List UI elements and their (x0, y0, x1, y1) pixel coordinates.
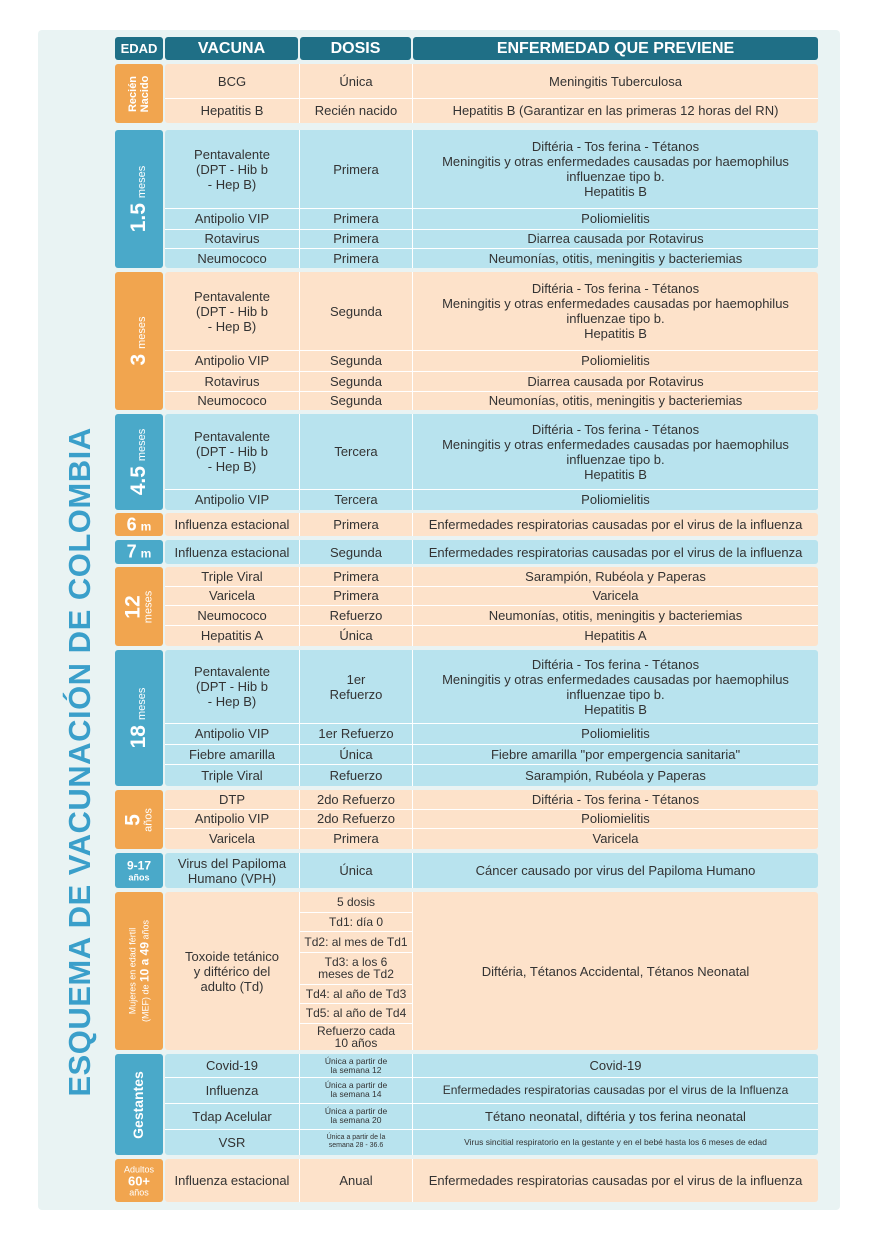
dosis-cell (300, 1077, 412, 1103)
dosis-cell (300, 912, 412, 931)
vacuna-text: Pentavalente (DPT - Hib b - Hep B) (194, 146, 270, 192)
dosis-cell (300, 64, 412, 98)
dosis-cell (300, 208, 412, 229)
dosis-text: Td2: al mes de Td1 (304, 934, 408, 949)
dosis-cell (300, 98, 412, 123)
row-divider (300, 1003, 412, 1004)
age-label-line2c: años (140, 919, 151, 942)
dosis-cell (300, 892, 412, 912)
dosis-cell (300, 1054, 412, 1077)
vacuna-text: Antipolio VIP (194, 726, 270, 741)
dosis-text: 2do Refuerzo (316, 792, 396, 807)
age-label-sub: meses (142, 590, 155, 623)
enfermedad-cell (413, 208, 818, 229)
header-edad: EDAD (115, 37, 163, 60)
vacuna-text: Influenza (205, 1082, 259, 1098)
age-label (127, 75, 151, 112)
enfermedad-cell (413, 391, 818, 410)
enfermedad-cell (413, 229, 818, 248)
vacuna-text: Triple Viral (201, 767, 263, 783)
enfermedad-text: Varicela (592, 831, 639, 846)
enfermedad-text: Diarrea causada por Rotavirus (527, 373, 704, 389)
dosis-text: Única (339, 628, 373, 643)
enfermedad-text: Enfermedades respiratorias causadas por el virus de la Influenza (442, 1082, 789, 1097)
dosis-cell (300, 625, 412, 646)
dosis-text: Td1: día 0 (328, 914, 384, 929)
age-label-main: 5 (121, 813, 145, 826)
enfermedad-cell (413, 1103, 818, 1129)
dosis-cell (300, 350, 412, 371)
enfermedad-text: Enfermedades respiratorias causadas por el virus de la influenza (428, 517, 803, 532)
age-box (115, 1054, 163, 1155)
vacuna-text: Influenza estacional (174, 1173, 290, 1188)
vacuna-cell (165, 723, 299, 744)
age-label-main: 9-17 (126, 858, 152, 872)
dosis-cell (300, 605, 412, 625)
age-label-main: 1.5 (127, 203, 150, 233)
vacuna-text: Hepatitis B (200, 103, 264, 118)
vacuna-text: Triple Viral (201, 569, 263, 584)
enfermedad-text: Diftéria - Tos ferina - Tétanos (531, 792, 700, 807)
age-box (115, 540, 163, 564)
enfermedad-cell (413, 64, 818, 98)
dosis-text: Refuerzo (329, 767, 383, 783)
vacuna-text: DTP (219, 792, 245, 807)
dosis-text: Refuerzo cada 10 años (316, 1023, 396, 1050)
enfermedad-cell (413, 1054, 818, 1077)
title-text: ESQUEMA DE VACUNACIÓN DE COLOMBIA (62, 427, 97, 1097)
dosis-cell (300, 1103, 412, 1129)
age-label-sub: meses (136, 428, 148, 462)
vacuna-text: Toxoide tetánico y diftérico del adulto (Td) (185, 948, 279, 994)
vacuna-text: Pentavalente (DPT - Hib b - Hep B) (194, 288, 270, 334)
dosis-text: Td3: a los 6 meses de Td2 (318, 955, 394, 981)
vacuna-cell (165, 229, 299, 248)
dosis-cell (300, 130, 412, 208)
dosis-cell (300, 586, 412, 605)
enfermedad-cell (413, 98, 818, 123)
dosis-text: Segunda (329, 303, 383, 319)
vacuna-text: Neumococo (197, 393, 267, 408)
dosis-text: Única a partir de la semana 28 - 36.6 (326, 1134, 386, 1149)
dosis-text: 2do Refuerzo (316, 811, 396, 826)
enfermedad-cell (413, 248, 818, 268)
dosis-text: Única a partir de la semana 14 (324, 1080, 388, 1099)
dosis-cell (300, 272, 412, 350)
dosis-cell (300, 828, 412, 849)
dosis-text: Única (339, 73, 373, 89)
age-label (127, 166, 151, 233)
vacuna-cell (165, 567, 299, 586)
vacuna-cell (165, 414, 299, 489)
row-divider (300, 931, 412, 932)
dosis-cell (300, 984, 412, 1003)
vacuna-text: BCG (217, 73, 247, 89)
vacuna-text: Neumococo (197, 607, 267, 623)
enfermedad-text: Poliomielitis (581, 492, 650, 507)
dosis-cell (300, 391, 412, 410)
age-label-line2b: 10 a 49 (137, 941, 152, 983)
dosis-cell (300, 540, 412, 564)
vacuna-text: Virus del Papiloma Humano (VPH) (177, 855, 287, 886)
dosis-cell (300, 1129, 412, 1155)
age-box (115, 1159, 163, 1202)
vacuna-cell (165, 248, 299, 268)
vacuna-cell (165, 489, 299, 510)
age-label-line2 (139, 920, 152, 1022)
age-box (115, 650, 163, 786)
enfermedad-cell (413, 1129, 818, 1155)
age-label-sub: meses (136, 316, 148, 349)
age-box (115, 414, 163, 510)
enfermedad-text: Virus sincitial respiratorio en la gestante y en el bebé hasta los 6 meses de edad (464, 1136, 767, 1147)
dosis-text: 1er Refuerzo (318, 726, 394, 741)
age-label (127, 688, 151, 749)
age-label (115, 514, 163, 535)
age-label-main: 7 (126, 541, 137, 562)
enfermedad-cell (413, 540, 818, 564)
row-divider (300, 1023, 412, 1024)
dosis-cell (300, 764, 412, 786)
age-box (115, 567, 163, 646)
age-label (121, 807, 155, 832)
dosis-text: Primera (333, 161, 379, 177)
enfermedad-text: Diftéria - Tos ferina - Tétanos Meningitis y otras enfermedades causadas por haemophilus influenzae tipo b. Hepatitis B (442, 421, 789, 482)
vacuna-text: Rotavirus (204, 231, 260, 246)
dosis-cell (300, 513, 412, 536)
dosis-cell (300, 489, 412, 510)
age-label-main: 4.5 (127, 466, 150, 496)
dosis-text: Primera (333, 211, 379, 226)
dosis-text: Única a partir de la semana 12 (324, 1055, 388, 1075)
vacuna-cell (165, 208, 299, 229)
age-label-sub: m (140, 546, 152, 561)
dosis-cell (300, 414, 412, 489)
enfermedad-cell (413, 1159, 818, 1202)
dosis-text: Única a partir de la semana 20 (324, 1106, 388, 1125)
enfermedad-cell (413, 489, 818, 510)
age-label-sub: m (140, 519, 152, 533)
vacuna-cell (165, 1077, 299, 1103)
row-divider (300, 912, 412, 913)
enfermedad-text: Cáncer causado por virus del Papiloma Humano (475, 863, 756, 878)
age-label-sub: años (142, 807, 155, 832)
enfermedad-text: Diftéria - Tos ferina - Tétanos Meningitis y otras enfermedades causadas por haemophilus influenzae tipo b. Hepatitis B (442, 281, 789, 341)
header-dosis: DOSIS (300, 37, 411, 60)
age-box (115, 272, 163, 410)
dosis-text: Primera (333, 517, 379, 532)
dosis-cell (300, 1023, 412, 1050)
enfermedad-cell (413, 272, 818, 350)
dosis-text: 5 dosis (336, 895, 376, 909)
dosis-text: Segunda (329, 373, 383, 389)
age-label-main: 12 (121, 594, 145, 619)
age-label (127, 429, 151, 496)
enfermedad-text: Sarampión, Rubéola y Paperas (525, 767, 706, 783)
vacuna-cell (165, 892, 299, 1050)
enfermedad-text: Diarrea causada por Rotavirus (527, 231, 704, 246)
vacuna-text: Rotavirus (204, 373, 260, 389)
enfermedad-cell (413, 414, 818, 489)
enfermedad-text: Neumonías, otitis, meningitis y bacteriemias (488, 250, 743, 266)
enfermedad-text: Hepatitis A (584, 628, 647, 643)
enfermedad-text: Enfermedades respiratorias causadas por el virus de la influenza (428, 544, 803, 560)
header-vacuna: VACUNA (165, 37, 298, 60)
vacuna-text: Covid-19 (205, 1058, 259, 1073)
age-label-main: Gestantes (130, 1070, 146, 1139)
age-label-sub: Nacido (139, 75, 151, 112)
vacuna-cell (165, 650, 299, 723)
side-title (58, 312, 102, 1212)
enfermedad-cell (413, 371, 818, 391)
enfermedad-cell (413, 350, 818, 371)
enfermedad-cell (413, 130, 818, 208)
enfermedad-text: Varicela (592, 588, 639, 603)
vacuna-cell (165, 540, 299, 564)
dosis-text: Segunda (329, 353, 383, 368)
vacuna-cell (165, 371, 299, 391)
enfermedad-text: Sarampión, Rubéola y Paperas (525, 569, 706, 584)
enfermedad-text: Poliomielitis (581, 726, 650, 741)
enfermedad-cell (413, 567, 818, 586)
vacuna-text: Tdap Acelular (192, 1108, 272, 1124)
vacuna-text: Antipolio VIP (194, 353, 270, 368)
age-label (130, 1071, 148, 1139)
vacuna-cell (165, 272, 299, 350)
dosis-cell (300, 229, 412, 248)
dosis-text: Td5: al año de Td4 (305, 1006, 407, 1020)
dosis-cell (300, 744, 412, 764)
dosis-cell (300, 723, 412, 744)
age-label (115, 859, 163, 882)
dosis-cell (300, 567, 412, 586)
enfermedad-cell (413, 892, 818, 1050)
age-box (115, 790, 163, 849)
row-divider (300, 952, 412, 953)
vacuna-cell (165, 513, 299, 536)
dosis-cell (300, 371, 412, 391)
dosis-cell (300, 650, 412, 723)
age-box (115, 513, 163, 536)
dosis-text: Tercera (334, 492, 378, 507)
age-label (115, 542, 163, 563)
dosis-text: Primera (333, 231, 379, 246)
vacuna-text: Antipolio VIP (194, 211, 270, 226)
vacuna-cell (165, 853, 299, 888)
vacuna-cell (165, 1054, 299, 1077)
vacuna-text: Varicela (208, 831, 255, 846)
dosis-cell (300, 1003, 412, 1023)
enfermedad-text: Fiebre amarilla "por empergencia sanitaria" (490, 746, 741, 762)
age-box (115, 853, 163, 888)
age-label (115, 1164, 163, 1197)
vacuna-cell (165, 391, 299, 410)
vacuna-cell (165, 605, 299, 625)
vacuna-text: Influenza estacional (174, 544, 290, 560)
vacuna-cell (165, 98, 299, 123)
age-box (115, 130, 163, 268)
vacuna-cell (165, 130, 299, 208)
age-box (115, 892, 163, 1050)
age-label-line1: Mujeres en edad fértil (127, 927, 138, 1015)
vacuna-cell (165, 1159, 299, 1202)
dosis-text: Tercera (334, 444, 378, 459)
vacuna-text: Varicela (208, 588, 255, 603)
header-enfermedad: ENFERMEDAD QUE PREVIENE (413, 37, 818, 60)
vacuna-text: Neumococo (197, 250, 267, 266)
enfermedad-text: Hepatitis B (Garantizar en las primeras 12 horas del RN) (452, 103, 779, 118)
enfermedad-cell (413, 625, 818, 646)
dosis-text: 1er Refuerzo (329, 671, 383, 702)
dosis-cell (300, 853, 412, 888)
age-box (115, 64, 163, 123)
enfermedad-cell (413, 853, 818, 888)
dosis-cell (300, 952, 412, 984)
age-label-main: Recién (127, 75, 139, 112)
enfermedad-text: Poliomielitis (581, 211, 650, 226)
enfermedad-text: Neumonías, otitis, meningitis y bacteriemias (488, 607, 743, 623)
vacuna-cell (165, 64, 299, 98)
age-label-main: 6 (126, 514, 137, 534)
vacuna-cell (165, 744, 299, 764)
age-label-main: 3 (127, 353, 150, 366)
age-label-sub: años (128, 872, 150, 882)
vacuna-cell (165, 625, 299, 646)
vacuna-text: Pentavalente (DPT - Hib b - Hep B) (194, 664, 270, 709)
dosis-cell (300, 809, 412, 828)
enfermedad-cell (413, 586, 818, 605)
age-label (127, 316, 151, 365)
vacuna-cell (165, 350, 299, 371)
dosis-cell (300, 931, 412, 952)
vacuna-text: Fiebre amarilla (189, 746, 275, 762)
dosis-text: Recién nacido (314, 103, 398, 118)
enfermedad-text: Covid-19 (589, 1058, 642, 1073)
vacuna-cell (165, 809, 299, 828)
age-label-main: 18 (127, 725, 150, 749)
enfermedad-cell (413, 1077, 818, 1103)
dosis-cell (300, 248, 412, 268)
dosis-text: Anual (339, 1173, 373, 1188)
enfermedad-text: Poliomielitis (581, 353, 650, 368)
vacuna-cell (165, 790, 299, 809)
enfermedad-cell (413, 809, 818, 828)
age-label-b: 60+ (127, 1173, 151, 1188)
vacuna-text: Pentavalente (DPT - Hib b - Hep B) (194, 429, 270, 474)
enfermedad-cell (413, 764, 818, 786)
enfermedad-cell (413, 744, 818, 764)
enfermedad-text: Enfermedades respiratorias causadas por el virus de la influenza (428, 1173, 803, 1188)
vacuna-cell (165, 586, 299, 605)
enfermedad-text: Neumonías, otitis, meningitis y bacteriemias (488, 393, 743, 408)
enfermedad-text: Poliomielitis (581, 811, 650, 826)
enfermedad-text: Diftéria - Tos ferina - Tétanos Meningitis y otras enfermedades causadas por haemophilus influenzae tipo b. Hepatitis B (442, 139, 789, 199)
enfermedad-cell (413, 790, 818, 809)
enfermedad-cell (413, 723, 818, 744)
enfermedad-cell (413, 513, 818, 536)
age-label-sub: meses (136, 687, 148, 721)
vacuna-cell (165, 1103, 299, 1129)
dosis-text: Única (339, 863, 373, 878)
enfermedad-text: Meningitis Tuberculosa (549, 73, 682, 89)
enfermedad-text: Tétano neonatal, diftéria y tos ferina neonatal (485, 1108, 746, 1124)
enfermedad-cell (413, 605, 818, 625)
dosis-text: Refuerzo (329, 607, 383, 623)
age-label-line2a: (MEF) de (140, 982, 151, 1023)
age-label-c: años (129, 1187, 149, 1197)
enfermedad-text: Diftéria - Tos ferina - Tétanos Meningitis y otras enfermedades causadas por haemophilus influenzae tipo b. Hepatitis B (442, 656, 789, 717)
vacuna-cell (165, 828, 299, 849)
age-label (121, 590, 155, 623)
dosis-text: Primera (333, 588, 379, 603)
dosis-text: Segunda (329, 393, 383, 408)
vacuna-text: Hepatitis A (200, 628, 264, 643)
enfermedad-text: Diftéria, Tétanos Accidental, Tétanos Neonatal (481, 963, 750, 979)
enfermedad-cell (413, 650, 818, 723)
vacuna-cell (165, 764, 299, 786)
dosis-text: Primera (333, 250, 379, 266)
age-label-a: Adultos (123, 1164, 155, 1174)
dosis-text: Primera (333, 831, 379, 846)
dosis-cell (300, 1159, 412, 1202)
dosis-text: Única (339, 746, 373, 762)
enfermedad-cell (413, 828, 818, 849)
vacuna-cell (165, 1129, 299, 1155)
dosis-text: Primera (333, 569, 379, 584)
row-divider (300, 984, 412, 985)
dosis-text: Segunda (329, 544, 383, 560)
age-label-sub: meses (136, 165, 148, 199)
vacuna-text: Influenza estacional (174, 517, 290, 532)
vacuna-text: Antipolio VIP (194, 811, 270, 826)
vacuna-text: Antipolio VIP (194, 492, 270, 507)
dosis-text: Td4: al año de Td3 (305, 986, 407, 1001)
vacuna-text: VSR (218, 1134, 246, 1150)
age-label (127, 920, 152, 1022)
dosis-cell (300, 790, 412, 809)
